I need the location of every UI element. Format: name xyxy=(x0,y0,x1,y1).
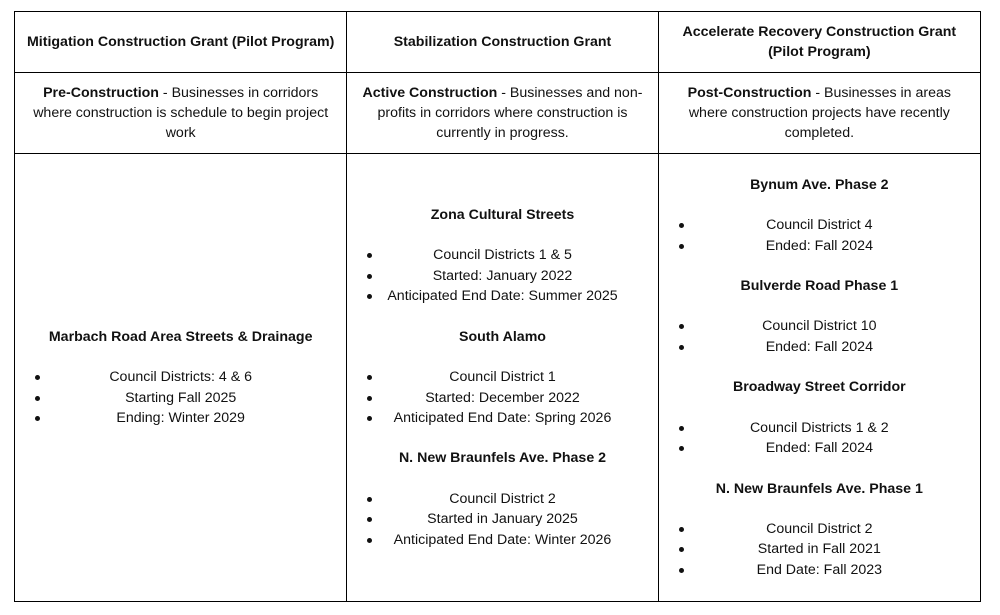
project-block xyxy=(667,479,972,581)
project-detail-item xyxy=(355,388,649,408)
project-title: Bynum Ave. Phase 2 xyxy=(750,176,889,193)
project-block xyxy=(355,327,649,429)
project-title: South Alamo xyxy=(459,328,546,345)
grant-program-table xyxy=(14,11,981,602)
detail-text: Council District 10 xyxy=(762,318,877,335)
project-detail-item xyxy=(355,509,649,529)
phase-description: - Businesses in areas where construction projects have recently completed. xyxy=(688,85,951,141)
project-block xyxy=(667,276,972,357)
detail-text: Council Districts 1 & 5 xyxy=(433,247,572,264)
bullet-icon xyxy=(679,223,684,228)
detail-text: Council Districts: 4 & 6 xyxy=(109,369,253,386)
bullet-icon xyxy=(679,446,684,451)
project-block xyxy=(355,205,649,307)
project-block xyxy=(667,377,972,458)
bullet-icon xyxy=(679,547,684,552)
bullet-icon xyxy=(367,294,372,299)
project-details-list xyxy=(355,245,649,306)
project-details-list xyxy=(23,367,338,428)
projects-row xyxy=(15,154,981,602)
bullet-icon xyxy=(367,253,372,258)
project-detail-item xyxy=(355,489,649,509)
project-detail-item xyxy=(355,408,649,428)
bullet-icon xyxy=(367,497,372,502)
projects-cell-mitigation xyxy=(15,154,347,602)
column-header-stabilization: Stabilization Construction Grant xyxy=(347,12,658,73)
bullet-icon xyxy=(679,345,684,350)
detail-text: Council District 1 xyxy=(449,369,556,386)
project-title: N. New Braunfels Ave. Phase 1 xyxy=(715,480,923,497)
project-title: Zona Cultural Streets xyxy=(430,207,575,224)
bullet-icon xyxy=(367,274,372,279)
project-detail-item xyxy=(667,539,972,559)
project-detail-item xyxy=(355,266,649,286)
bullet-icon xyxy=(35,396,40,401)
projects-cell-stabilization xyxy=(347,154,658,602)
project-detail-item xyxy=(667,316,972,336)
detail-text: Ended: Fall 2024 xyxy=(765,440,873,457)
detail-text: Council District 2 xyxy=(449,490,556,507)
project-detail-item xyxy=(355,530,649,550)
project-detail-item xyxy=(667,337,972,357)
detail-text: Started: December 2022 xyxy=(425,389,580,406)
bullet-icon xyxy=(679,568,684,573)
bullet-icon xyxy=(679,244,684,249)
project-detail-item xyxy=(23,408,338,428)
detail-text: Ended: Fall 2024 xyxy=(765,338,873,355)
phase-description: - Businesses in corridors where construction is schedule to begin project work xyxy=(33,85,329,141)
project-details-list xyxy=(355,489,649,550)
project-detail-item xyxy=(667,560,972,580)
column-header-accelerate-recovery: Accelerate Recovery Construction Grant (Pilot Program) xyxy=(658,12,980,73)
description-row xyxy=(15,73,981,154)
description-cell-stabilization xyxy=(347,73,658,154)
bullet-icon xyxy=(35,416,40,421)
phase-label: Active Construction xyxy=(362,85,498,101)
description-cell-accelerate-recovery xyxy=(658,73,980,154)
bullet-icon xyxy=(679,527,684,532)
bullet-icon xyxy=(679,426,684,431)
project-block xyxy=(667,175,972,256)
detail-text: Started in Fall 2021 xyxy=(757,541,881,558)
detail-text: Council District 2 xyxy=(766,520,873,537)
project-detail-item xyxy=(23,388,338,408)
detail-text: Ended: Fall 2024 xyxy=(765,237,873,254)
bullet-icon xyxy=(367,538,372,543)
detail-text: Council District 4 xyxy=(766,217,873,234)
project-title: Broadway Street Corridor xyxy=(733,379,906,396)
detail-text: Council Districts 1 & 2 xyxy=(749,419,889,436)
project-detail-item xyxy=(667,215,972,235)
column-header-mitigation: Mitigation Construction Grant (Pilot Program) xyxy=(15,12,347,73)
bullet-icon xyxy=(367,375,372,380)
project-details-list xyxy=(355,367,649,428)
bullet-icon xyxy=(367,396,372,401)
detail-text: Starting Fall 2025 xyxy=(125,389,237,406)
detail-text: Anticipated End Date: Spring 2026 xyxy=(393,409,612,426)
phase-label: Post-Construction xyxy=(687,85,812,101)
detail-text: End Date: Fall 2023 xyxy=(756,561,883,578)
detail-text: Anticipated End Date: Summer 2025 xyxy=(387,288,618,305)
project-detail-item xyxy=(667,418,972,438)
project-block xyxy=(23,327,338,429)
detail-text: Ending: Winter 2029 xyxy=(116,409,245,426)
projects-cell-accelerate-recovery xyxy=(658,154,980,602)
detail-text: Anticipated End Date: Winter 2026 xyxy=(393,531,612,548)
project-detail-item xyxy=(667,519,972,539)
project-detail-item xyxy=(355,367,649,387)
project-title: N. New Braunfels Ave. Phase 2 xyxy=(398,450,607,467)
project-detail-item xyxy=(355,286,649,306)
detail-text: Started in January 2025 xyxy=(427,511,578,528)
project-details-list xyxy=(667,215,972,256)
project-detail-item xyxy=(667,438,972,458)
bullet-icon xyxy=(35,375,40,380)
project-details-list xyxy=(667,418,972,459)
project-details-list xyxy=(667,316,972,357)
description-cell-mitigation xyxy=(15,73,347,154)
detail-text: Started: January 2022 xyxy=(432,267,573,284)
bullet-icon xyxy=(367,517,372,522)
header-row xyxy=(15,12,981,73)
project-title: Bulverde Road Phase 1 xyxy=(740,278,899,295)
phase-label: Pre-Construction xyxy=(43,85,159,101)
project-detail-item xyxy=(667,236,972,256)
bullet-icon xyxy=(679,324,684,329)
project-block xyxy=(355,448,649,550)
project-detail-item xyxy=(355,245,649,265)
project-details-list xyxy=(667,519,972,580)
project-detail-item xyxy=(23,367,338,387)
phase-description: - Businesses and non-profits in corridors where construction is currently in progress. xyxy=(377,85,643,141)
bullet-icon xyxy=(367,416,372,421)
project-title: Marbach Road Area Streets & Drainage xyxy=(48,328,313,345)
